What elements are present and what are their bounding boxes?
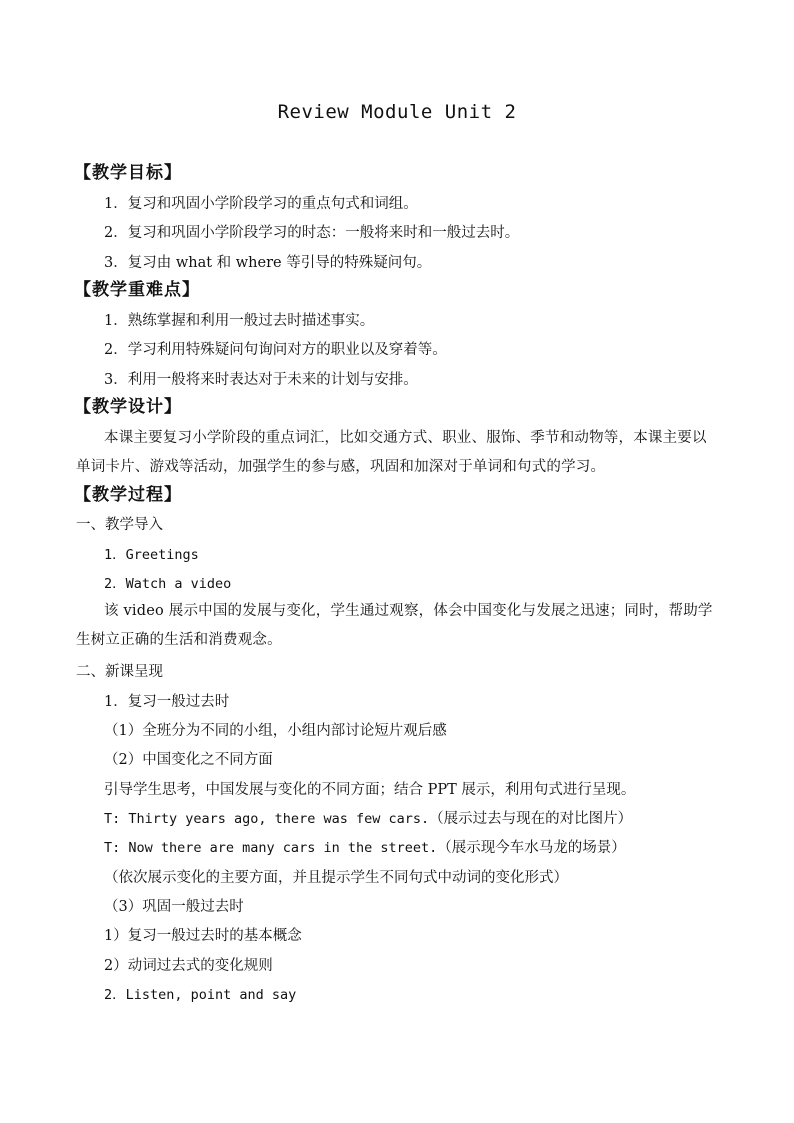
part2-sub3: （3）巩固一般过去时	[104, 899, 244, 915]
part2-sub2: （2）中国变化之不同方面	[104, 752, 273, 768]
teacher-line-2-note: （展示现今车水马龙的场景）	[437, 840, 626, 856]
part2-guide: 引导学生思考，中国发展与变化的不同方面；结合 PPT 展示，利用句式进行呈现。	[104, 782, 636, 798]
key-point-item-1: 1．熟练掌握和利用一般过去时描述事实。	[104, 313, 375, 329]
design-heading: 【教学设计】	[74, 397, 182, 417]
key-point-item-2: 2．学习利用特殊疑问句询问对方的职业以及穿着等。	[104, 342, 447, 358]
part2-sub1: （1）全班分为不同的小组，小组内部讨论短片观后感	[104, 723, 447, 739]
part2-step1: 1．复习一般过去时	[104, 694, 230, 710]
goal-item-3: 3．复习由 what 和 where 等引导的特殊疑问句。	[104, 255, 432, 271]
goal-item-1: 1．复习和巩固小学阶段学习的重点句式和词组。	[104, 196, 418, 212]
part2-point1: 1）复习一般过去时的基本概念	[104, 928, 302, 944]
part2-point2: 2）动词过去式的变化规则	[104, 958, 273, 974]
goals-heading: 【教学目标】	[74, 163, 182, 183]
teacher-line-1-note: （展示过去与现在的对比图片）	[429, 811, 633, 827]
teacher-line-2-english: T: Now there are many cars in the street.	[104, 840, 438, 856]
part2-title: 二、新课呈现	[76, 664, 163, 680]
design-paragraph: 本课主要复习小学阶段的重点词汇，比如交通方式、职业、服饰、季节和动物等，本课主要以单词卡片、游戏等活动，加强学生的参与感，巩固和加深对于单词和句式的学习。	[76, 430, 707, 475]
teacher-line-1-english: T: Thirty years ago, there was few cars.	[104, 811, 430, 827]
part2-note: （依次展示变化的主要方面，并且提示学生不同句式中动词的变化形式）	[104, 870, 568, 886]
part2-step2: 2．Listen, point and say	[104, 987, 297, 1003]
part1-step2: 2．Watch a video	[104, 576, 232, 592]
process-heading: 【教学过程】	[74, 485, 182, 505]
goal-item-2: 2．复习和巩固小学阶段学习的时态：一般将来时和一般过去时。	[104, 225, 520, 241]
part1-title: 一、教学导入	[76, 517, 163, 533]
key-points-heading: 【教学重难点】	[74, 280, 200, 300]
teacher-line-1	[104, 808, 632, 830]
part1-paragraph: 该 video 展示中国的发展与变化，学生通过观察，体会中国变化与发展之迅速；同时，帮助学生树立正确的生活和消费观念。	[76, 603, 713, 648]
document-title: Review Module Unit 2	[277, 101, 517, 123]
key-point-item-3: 3．利用一般将来时表达对于未来的计划与安排。	[104, 372, 418, 388]
part1-step1: 1．Greetings	[104, 547, 199, 563]
teacher-line-2	[104, 837, 626, 859]
